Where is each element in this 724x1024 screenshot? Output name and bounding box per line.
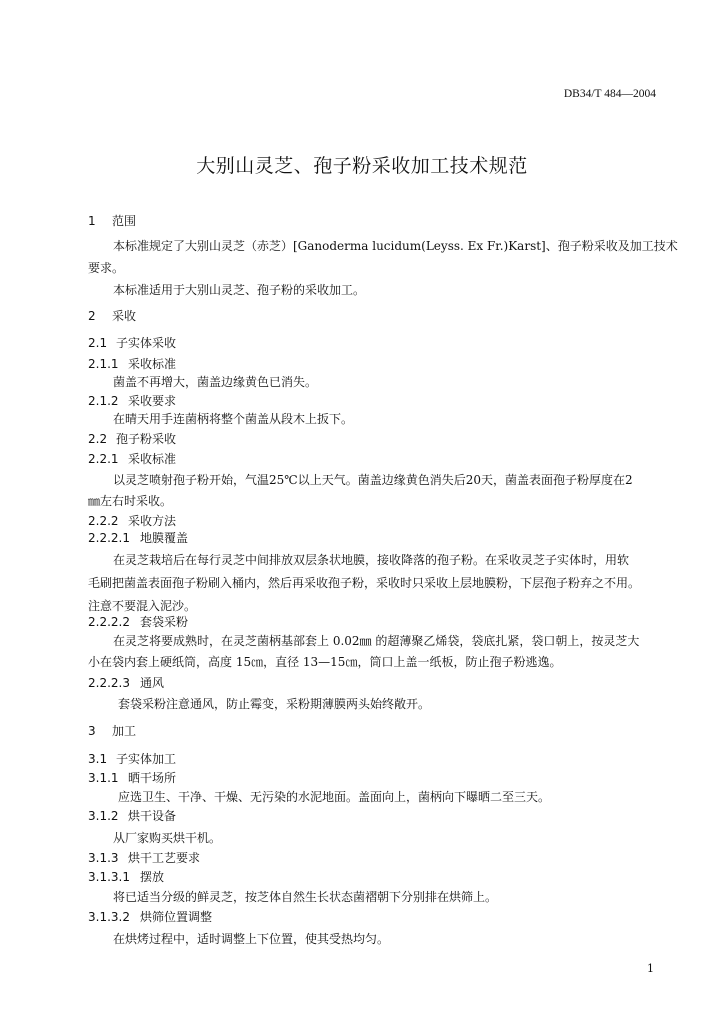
paragraph-continuation: 注意不要混入泥沙。 [88, 599, 197, 613]
subsection-heading [88, 451, 176, 467]
subsection-heading [88, 869, 164, 885]
section-number: 2.1.1 [88, 357, 119, 371]
section-title: 采收 [112, 309, 137, 323]
section-number: 3 [88, 724, 96, 738]
paragraph: 套袋采粉注意通风，防止霉变，采粉期薄膜两头始终敞开。 [118, 697, 431, 711]
section-2-heading [88, 308, 136, 324]
subsection-heading [88, 530, 188, 546]
section-title: 通风 [140, 676, 165, 690]
section-number: 2.1.2 [88, 394, 119, 408]
section-title: 加工 [112, 724, 137, 738]
section-number: 3.1.2 [88, 809, 119, 823]
paragraph: 在烘烤过程中，适时调整上下位置，使其受热均匀。 [113, 932, 390, 946]
paragraph-continuation: ㎜左右时采收。 [88, 494, 173, 508]
section-title: 烘筛位置调整 [140, 910, 213, 924]
section-number: 3.1.3.2 [88, 910, 130, 924]
subsection-heading [88, 808, 176, 824]
section-number: 1 [88, 214, 96, 228]
section-title: 范围 [112, 214, 137, 228]
section-title: 采收标准 [128, 357, 177, 371]
section-3-heading [88, 723, 136, 739]
subsection-heading [88, 335, 176, 351]
section-number: 2.2.1 [88, 452, 119, 466]
section-title: 晒干场所 [128, 771, 177, 785]
paragraph: 本标准适用于大别山灵芝、孢子粉的采收加工。 [113, 283, 366, 297]
section-number: 2.2.2.1 [88, 531, 130, 545]
subsection-heading [88, 431, 176, 447]
section-1-heading [88, 213, 136, 229]
section-number: 3.1 [88, 752, 108, 766]
section-title: 地膜覆盖 [140, 531, 189, 545]
document-title: 大别山灵芝、孢子粉采收加工技术规范 [196, 155, 528, 177]
paragraph-continuation: 要求。 [88, 261, 125, 275]
section-title: 烘干工艺要求 [128, 851, 201, 865]
section-number: 2.2.2.3 [88, 676, 130, 690]
paragraph: 在晴天用手连菌柄将整个菌盖从段木上扳下。 [113, 412, 354, 426]
subsection-heading [88, 751, 176, 767]
subsection-heading [88, 513, 176, 529]
paragraph-continuation: 小在袋内套上硬纸筒，高度 15㎝，直径 13—15㎝，筒口上盖一纸板，防止孢子粉逃逸。 [88, 655, 562, 669]
paragraph: 在灵芝栽培后在每行灵芝中间排放双层条状地膜，接收降落的孢子粉。在采收灵芝子实体时，用软 [113, 553, 630, 567]
section-title: 套袋采粉 [140, 615, 189, 629]
section-title: 采收方法 [128, 514, 177, 528]
section-title: 摆放 [140, 870, 165, 884]
section-number: 3.1.3 [88, 851, 119, 865]
section-title: 采收标准 [128, 452, 177, 466]
page-number: 1 [647, 962, 654, 975]
subsection-heading [88, 393, 176, 409]
section-number: 2.2.2.2 [88, 615, 130, 629]
subsection-heading [88, 356, 176, 372]
paragraph-continuation: 毛刷把菌盖表面孢子粉刷入桶内，然后再采收孢子粉，采收时只采收上层地膜粉，下层孢子粉弃之不用。 [88, 576, 641, 590]
section-title: 子实体加工 [116, 752, 177, 766]
paragraph: 菌盖不再增大，菌盖边缘黄色已消失。 [113, 375, 318, 389]
subsection-heading [88, 675, 164, 691]
standard-number: DB34/T 484—2004 [563, 88, 656, 100]
section-number: 3.1.1 [88, 771, 119, 785]
section-number: 2 [88, 309, 96, 323]
section-number: 2.2.2 [88, 514, 119, 528]
paragraph: 将已适当分级的鲜灵芝，按芝体自然生长状态菌褶朝下分别排在烘筛上。 [113, 890, 498, 904]
paragraph: 以灵芝喷射孢子粉开始，气温25℃以上天气。菌盖边缘黄色消失后20天，菌盖表面孢子粉厚度在2 [113, 473, 633, 487]
section-title: 烘干设备 [128, 809, 177, 823]
paragraph: 从厂家购买烘干机。 [113, 831, 222, 845]
section-title: 孢子粉采收 [116, 432, 177, 446]
paragraph: 在灵芝将要成熟时，在灵芝菌柄基部套上 0.02㎜ 的超薄聚乙烯袋，袋底扎紧，袋口朝上，按灵芝大 [113, 634, 640, 648]
section-number: 2.1 [88, 336, 108, 350]
subsection-heading [88, 770, 176, 786]
section-title: 子实体采收 [116, 336, 177, 350]
subsection-heading [88, 850, 200, 866]
subsection-heading [88, 909, 212, 925]
paragraph: 应选卫生、干净、干燥、无污染的水泥地面。盖面向上，菌柄向下曝晒二至三天。 [118, 790, 551, 804]
section-number: 2.2 [88, 432, 108, 446]
subsection-heading [88, 614, 188, 630]
paragraph: 本标准规定了大别山灵芝（赤芝）[Ganoderma lucidum(Leyss. Ex Fr.)Karst]、孢子粉采收及加工技术 [113, 239, 678, 253]
section-number: 3.1.3.1 [88, 870, 130, 884]
section-title: 采收要求 [128, 394, 177, 408]
